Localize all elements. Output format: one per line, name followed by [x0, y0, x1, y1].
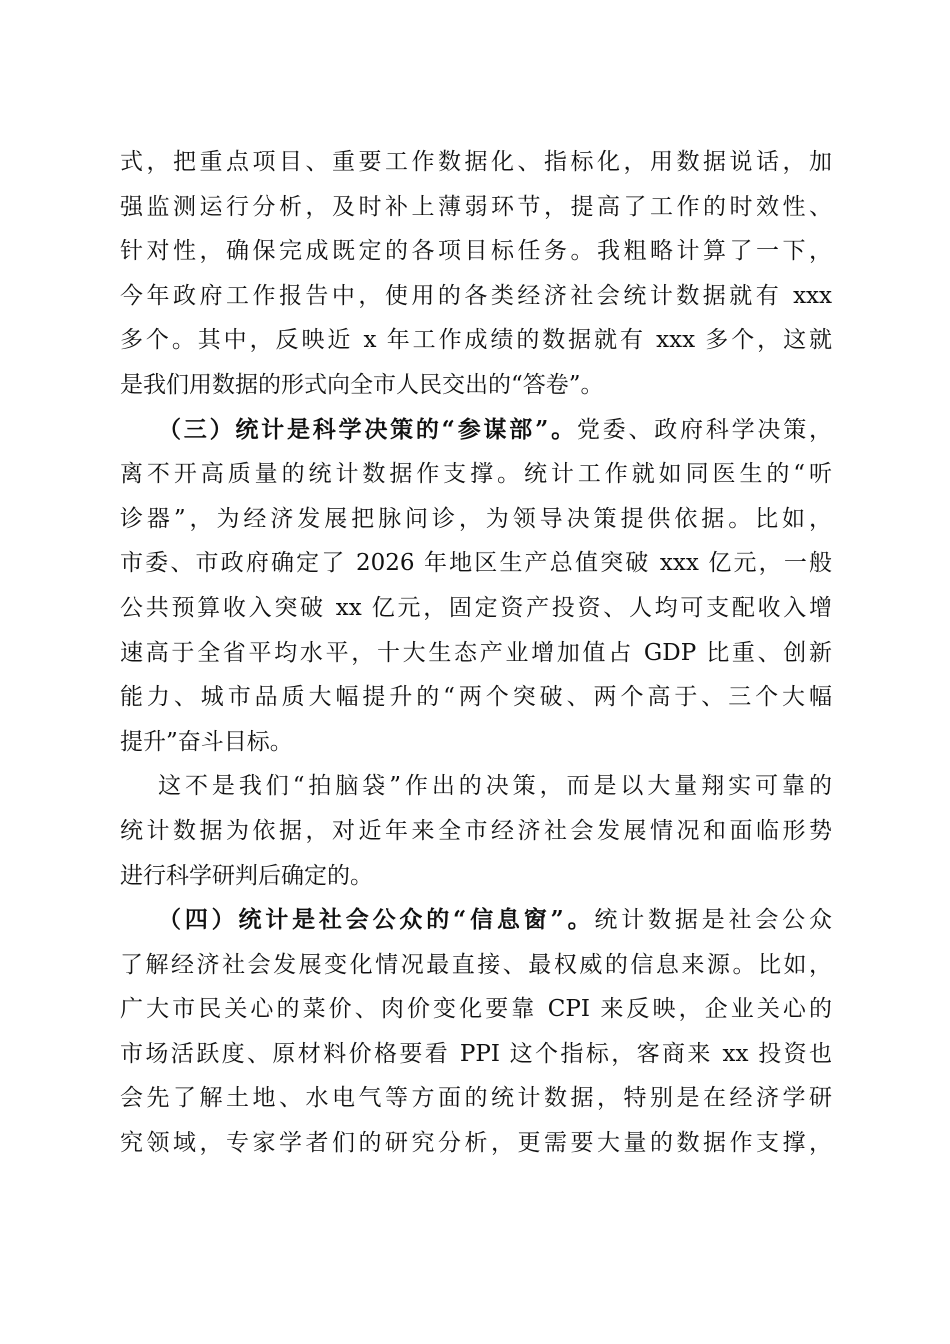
text-run: 党委、政府科学决策， — [576, 416, 832, 443]
text-line: 会先了解土地、水电气等方面的统计数据，特别是在经济学研 — [120, 1085, 832, 1112]
text-line: 强监测运行分析，及时补上薄弱环节，提高了工作的时效性、 — [120, 193, 832, 220]
document-body — [120, 140, 832, 1166]
paragraph-4 — [120, 898, 832, 1166]
section-heading-3: （三）统计是科学决策的“参谋部”。 — [158, 415, 577, 443]
text-line: 诊器”，为经济发展把脉问诊，为领导决策提供依据。比如， — [120, 505, 832, 532]
text-line: 进行科学研判后确定的。 — [120, 862, 373, 889]
text-line: 速高于全省平均水平，十大生态产业增加值占 GDP 比重、创新 — [120, 639, 832, 666]
paragraph-2 — [120, 408, 832, 765]
text-line-first — [120, 408, 832, 453]
text-line: 广大市民关心的菜价、肉价变化要靠 CPI 来反映，企业关心的 — [120, 996, 832, 1023]
text-line: 统计数据为依据，对近年来全市经济社会发展情况和面临形势 — [120, 817, 832, 844]
text-line: 是我们用数据的形式向全市人民交出的“答卷”。 — [120, 371, 604, 398]
text-line: 针对性，确保完成既定的各项目标任务。我粗略计算了一下， — [120, 238, 832, 265]
text-line: 市场活跃度、原材料价格要看 PPI 这个指标，客商来 xx 投资也 — [120, 1040, 832, 1067]
text-line: 公共预算收入突破 xx 亿元，固定资产投资、人均可支配收入增 — [120, 594, 832, 621]
text-line: 离不开高质量的统计数据作支撑。统计工作就如同医生的“听 — [120, 461, 832, 488]
paragraph-1 — [120, 140, 832, 408]
text-line-first — [120, 898, 832, 943]
section-heading-4: （四）统计是社会公众的“信息窗”。 — [158, 906, 595, 934]
text-line-first: 这不是我们“拍脑袋”作出的决策，而是以大量翔实可靠的 — [158, 773, 832, 800]
text-line: 多个。其中，反映近 x 年工作成绩的数据就有 xxx 多个，这就 — [120, 327, 832, 354]
paragraph-3 — [120, 764, 832, 898]
text-line: 今年政府工作报告中，使用的各类经济社会统计数据就有 xxx — [120, 282, 832, 309]
text-line: 提升”奋斗目标。 — [120, 728, 293, 755]
text-line: 式，把重点项目、重要工作数据化、指标化，用数据说话，加 — [120, 149, 832, 175]
text-run: 统计数据是社会公众 — [594, 907, 832, 934]
text-line: 究领域，专家学者们的研究分析，更需要大量的数据作支撑， — [120, 1130, 832, 1157]
text-line: 能力、城市品质大幅提升的“两个突破、两个高于、三个大幅 — [120, 684, 832, 711]
text-line: 市委、市政府确定了 2026 年地区生产总值突破 xxx 亿元，一般 — [120, 550, 832, 577]
text-line: 了解经济社会发展变化情况最直接、最权威的信息来源。比如， — [120, 951, 832, 978]
